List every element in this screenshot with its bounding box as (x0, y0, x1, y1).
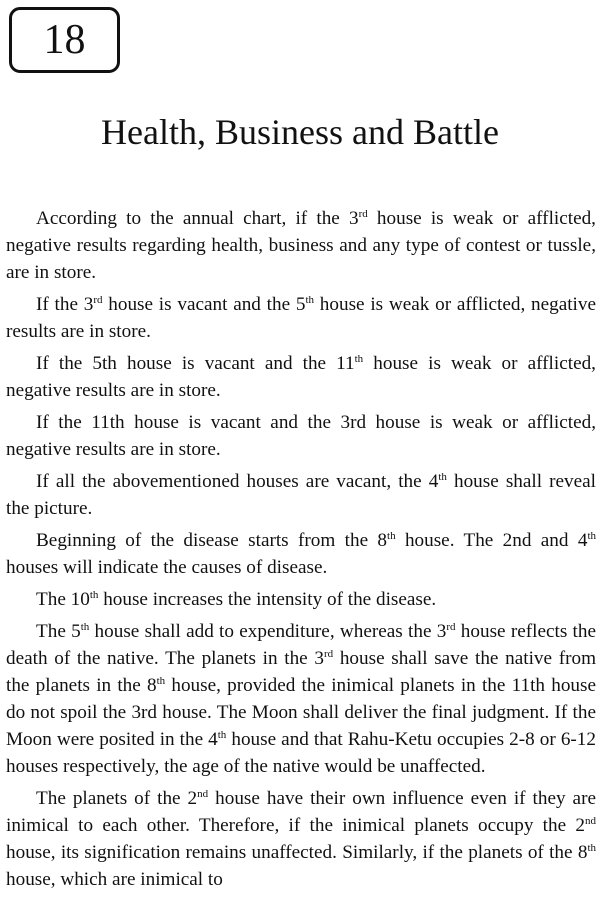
ordinal-suffix: rd (93, 294, 103, 306)
ordinal-suffix: th (89, 589, 99, 601)
paragraph (6, 205, 596, 286)
text-run: If the 11th house is vacant and the 3rd house is weak or afflicted, negative results are in store. (6, 412, 596, 460)
ordinal-suffix: th (387, 530, 396, 542)
paragraph (6, 291, 596, 345)
text-run: house, which are inimical to (6, 869, 223, 890)
text-run: house shall save the native from the planets in the 8 (6, 648, 596, 696)
text-run: house is weak or afflicted, negative results are in store. (6, 294, 596, 342)
ordinal-suffix: th (217, 729, 227, 741)
text-run: house reflects the death of the native. The planets in the 3 (6, 621, 596, 669)
paragraph (6, 618, 596, 780)
text-run: house. The 2nd and 4 (395, 530, 588, 551)
ordinal-suffix: th (305, 294, 315, 306)
ordinal-suffix: th (80, 621, 90, 633)
paragraph (6, 586, 596, 613)
ordinal-suffix: th (587, 842, 596, 854)
text-run: house have their own influence even if they are inimical to each other. Therefore, if the inimical planets occupy the 2 (6, 788, 596, 836)
ordinal-suffix: th (587, 530, 596, 542)
text-run: If the 3 (36, 294, 94, 315)
text-run: The 5 (36, 621, 81, 642)
paragraph (6, 468, 596, 522)
chapter-title: Health, Business and Battle (101, 112, 499, 152)
paragraph (6, 527, 596, 581)
chapter-number-box (9, 7, 120, 73)
text-run: The 10 (36, 589, 90, 610)
text-run: house shall add to expenditure, whereas the 3 (89, 621, 447, 642)
ordinal-suffix: nd (197, 788, 209, 800)
ordinal-suffix: rd (446, 621, 456, 633)
text-run: house, its signification remains unaffected. Similarly, if the planets of the 8 (6, 842, 588, 863)
ordinal-suffix: rd (358, 208, 368, 220)
text-run: house is vacant and the 5 (102, 294, 306, 315)
text-run: houses will indicate the causes of disease. (6, 557, 328, 578)
ordinal-suffix: th (354, 353, 364, 365)
text-run: house, provided the inimical planets in the 11th house do not spoil the 3rd house. The Moon shall deliver the final judgment. If the Moon were posited in the 4 (6, 675, 597, 750)
paragraph (6, 409, 596, 463)
chapter-number: 18 (43, 17, 86, 63)
text-run: house increases the intensity of the disease. (98, 589, 437, 610)
ordinal-suffix: rd (323, 648, 334, 660)
text-run: Beginning of the disease starts from the 8 (36, 530, 388, 551)
text-run: The planets of the 2 (36, 788, 198, 809)
text-run: If all the abovementioned houses are vacant, the 4 (36, 471, 439, 492)
text-run: house shall reveal the picture. (6, 471, 596, 519)
ordinal-suffix: th (438, 471, 447, 483)
text-run: If the 5th house is vacant and the 11 (36, 353, 355, 374)
chapter-body (6, 205, 596, 898)
text-run: house is weak or afflicted, negative results regarding health, business and any type of contest or tussle, are in store. (6, 208, 596, 283)
ordinal-suffix: nd (585, 815, 596, 827)
text-run: house is weak or afflicted, negative results are in store. (6, 353, 596, 401)
text-run: According to the annual chart, if the 3 (36, 208, 359, 229)
paragraph (6, 350, 596, 404)
ordinal-suffix: th (156, 675, 166, 687)
paragraph (6, 785, 596, 893)
text-run: house and that Rahu-Ketu occupies 2-8 or 6-12 houses respectively, the age of the native would be unaffected. (6, 729, 596, 777)
